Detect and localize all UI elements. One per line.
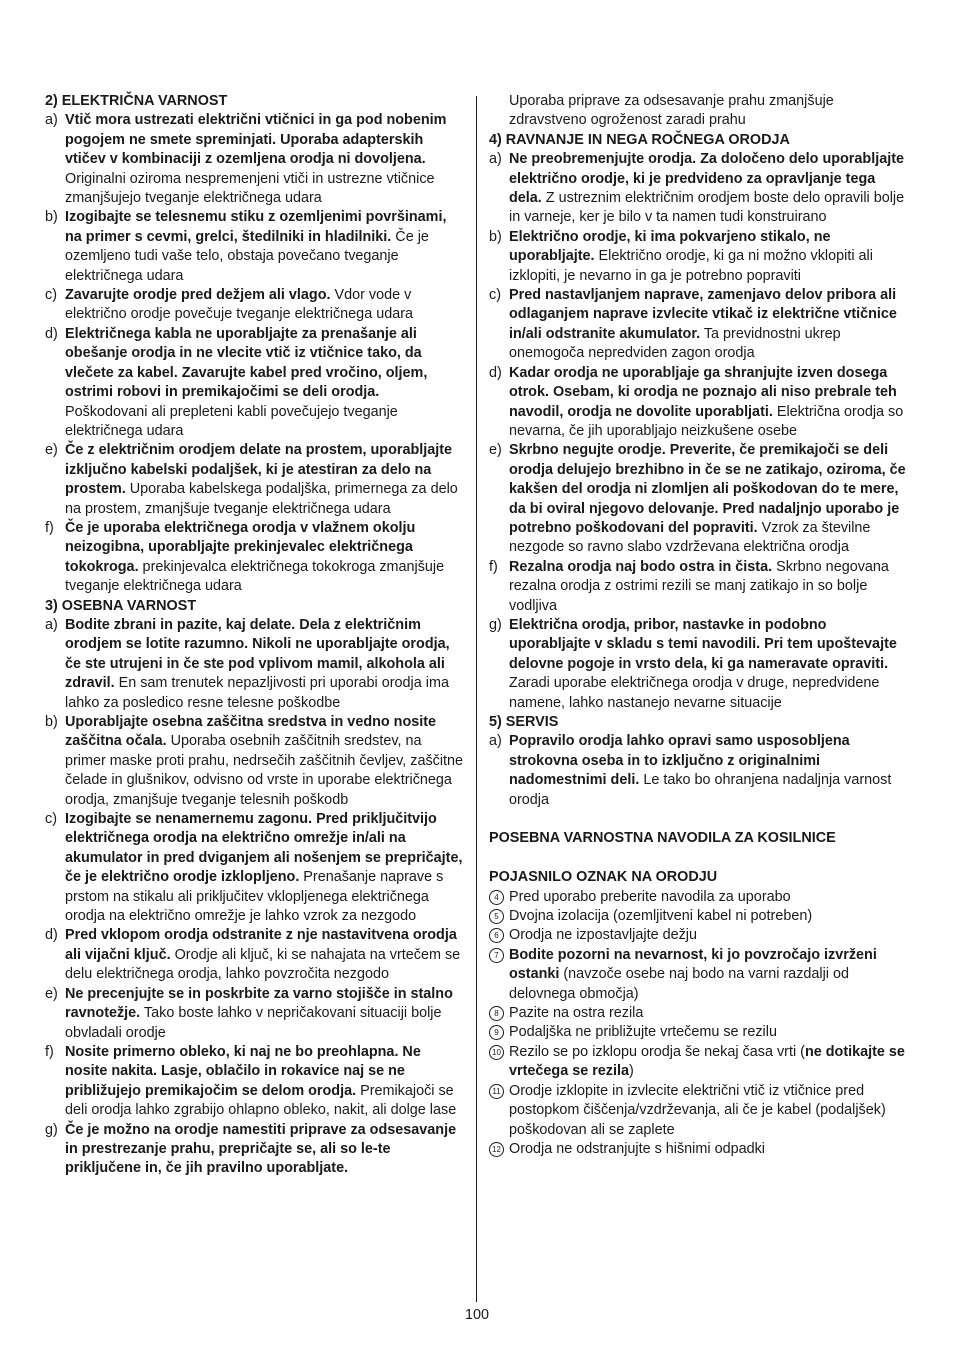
item-text: Vzrok za številne nezgode so ravno slabo vzdrževana električna orodja: [509, 519, 871, 556]
list-item: [489, 441, 909, 557]
symbol-item: [489, 1140, 909, 1159]
item-text: Vdor vode v električno orodje povečuje tveganje električnega udara: [65, 287, 413, 323]
symbol-text: Podaljška ne približujte vrtečemu se rezilu: [509, 1024, 777, 1041]
item-label: f): [45, 1043, 54, 1060]
item-label: d): [45, 325, 58, 342]
symbol-text: Rezilo se po izklopu orodja še nekaj časa vrti (: [509, 1043, 805, 1060]
item-label: a): [489, 733, 502, 750]
symbol-item: [489, 946, 909, 1004]
list-item: [489, 558, 909, 616]
list-item: [45, 1121, 465, 1179]
symbol-text: (navzoče osebe naj bodo na varni razdalji od delovnega območja): [509, 966, 849, 1002]
symbol-number-icon: 6: [489, 928, 504, 943]
symbol-number-icon: 12: [489, 1142, 504, 1157]
item-bold-text: Pred vklopom orodja odstranite z nje nastavitvena orodja ali vijačni ključ.: [65, 927, 457, 963]
section-heading: 5) SERVIS: [489, 714, 559, 730]
item-text: Le tako bo ohranjena nadaljnja varnost orodja: [509, 772, 892, 808]
right-column: [489, 92, 909, 1159]
item-label: d): [489, 364, 502, 381]
item-label: d): [45, 927, 58, 944]
symbol-number-icon: 8: [489, 1006, 504, 1021]
item-text: Originalni oziroma nespremenjeni vtiči in ustrezne vtičnice zmanjšujejo tveganje električnega udara: [65, 170, 435, 207]
section-heading: 3) OSEBNA VARNOST: [45, 597, 197, 614]
item-label: a): [489, 151, 502, 168]
symbol-text-tail: ): [629, 1063, 634, 1080]
symbol-number-icon: 11: [489, 1084, 504, 1099]
item-label: e): [45, 442, 58, 459]
item-bold-text: Ne precenjujte se in poskrbite za varno stojišče in stalno ravnotežje.: [65, 985, 453, 1022]
item-text: Zaradi uporabe električnega orodja v druge, nepredvidene namene, lahko nastanejo nevarne situacije: [509, 675, 880, 711]
item-bold-text: Nosite primerno obleko, ki naj ne bo preohlapna. Ne nosite nakita. Lasje, oblačilo in rokavice naj se ne približujejo premikajočim se delom orodja.: [65, 1043, 421, 1099]
list-item: [45, 616, 465, 713]
item-label: b): [45, 209, 58, 226]
column-divider: [476, 96, 477, 1302]
item-text: prekinjevalca električnega tokokroga zmanjšuje tveganje električnega udara: [65, 558, 445, 595]
item-bold-text: Bodite zbrani in pazite, kaj delate. Dela z električnim orodjem se lotite razumno. Nikoli ne uporabljajte orodja, če ste utrujeni in če ste pod vplivom mamil, alkohola ali zdravil.: [65, 616, 450, 692]
section-heading: 4) RAVNANJE IN NEGA ROČNEGA ORODJA: [489, 131, 790, 148]
list-item: [45, 286, 465, 325]
list-item: [45, 926, 465, 984]
item-label: c): [489, 287, 501, 304]
symbol-bold-text: ne dotikajte se vrtečega se rezila: [509, 1043, 905, 1080]
item-text: Tako boste lahko v nepričakovani situaciji bolje obvladali orodje: [65, 1005, 442, 1041]
item-text: Ta previdnostni ukrep onemogoča nepredviden zagon orodja: [509, 325, 841, 362]
item-text: En sam trenutek nepazljivosti pri uporabi orodja ima lahko za posledico resne telesne poškodbe: [65, 675, 449, 711]
symbol-text: Orodja ne odstranjujte s hišnimi odpadki: [509, 1140, 765, 1157]
item-label: a): [45, 616, 58, 633]
section-heading: POSEBNA VARNOSTNA NAVODILA ZA KOSILNICE: [489, 830, 836, 847]
item-text: Uporaba kabelskega podaljška, primernega za delo na prostem, zmanjšuje tveganje električnega udara: [65, 481, 458, 517]
symbol-item: [489, 1043, 909, 1082]
symbol-item: [489, 888, 909, 907]
item-text: Orodje ali ključ, ki se nahajata na vrtečem se delu električnega orodja, lahko povzročita nezgodo: [65, 946, 461, 983]
item-text: Električna orodja so nevarna, če jih uporabljajo neizkušene osebe: [509, 403, 904, 439]
item-text: Poškodovani ali prepleteni kabli povečujejo tveganje električnega udara: [65, 403, 398, 439]
symbol-item: [489, 1004, 909, 1023]
item-text: Prenašanje naprave s prstom na stikalu ali priključitev vklopljenega električnega orodja na električno omrežje je lahko vzrok za nezgodo: [65, 869, 444, 925]
item-text: Če je ozemljeno tudi vaše telo, obstaja povečano tveganje električnega udara: [65, 228, 429, 284]
item-bold-text: Rezalna orodja naj bodo ostra in čista.: [509, 558, 773, 575]
item-bold-text: Zavarujte orodje pred dežjem ali vlago.: [65, 287, 331, 304]
item-text: Uporaba osebnih zaščitnih sredstev, na primer maske proti prahu, nedrsečih zaščitnih čevljev, zaščitne čelade in glušnikov, odvisno od vrste in uporabe električnega orodja, zmanjšuje tveganje telesnih poškodb: [65, 733, 464, 808]
item-bold-text: Električno orodje, ki ima pokvarjeno stikalo, ne uporabljajte.: [509, 228, 831, 265]
spacer: [489, 849, 909, 868]
item-label: f): [45, 519, 54, 536]
symbol-number-icon: 9: [489, 1025, 504, 1040]
item-label: a): [45, 112, 58, 129]
symbol-number-icon: 7: [489, 948, 504, 963]
symbol-item: [489, 907, 909, 926]
item-text: Premikajoči se deli orodja lahko zgrabijo ohlapno obleko, nakit, ali dolge lase: [65, 1082, 457, 1119]
item-bold-text: Če z električnim orodjem delate na prostem, uporabljajte izključno kabelski podaljšek, ki je atestiran za delo na prostem.: [65, 442, 453, 498]
symbol-number-icon: 10: [489, 1045, 504, 1060]
item-bold-text: Če je uporaba električnega orodja v vlažnem okolju neizogibna, uporabljajte prekinjevalec električnega tokokroga.: [65, 519, 416, 575]
section-heading: 2) ELEKTRIČNA VARNOST: [45, 93, 228, 109]
item-label: g): [489, 616, 502, 633]
spacer: [489, 810, 909, 829]
continued-paragraph: [489, 92, 909, 131]
item-label: e): [45, 985, 58, 1002]
list-item: [45, 1043, 465, 1121]
item-label: b): [489, 228, 502, 245]
list-item: [45, 519, 465, 597]
item-bold-text: Izogibajte se telesnemu stiku z ozemljenimi površinami, na primer s cevmi, grelci, štedilniki in hladilniki.: [65, 209, 447, 245]
symbol-item: [489, 926, 909, 945]
list-item: [45, 325, 465, 441]
symbol-text: Dvojna izolacija (ozemljitveni kabel ni potreben): [509, 908, 813, 925]
list-item: [45, 713, 465, 810]
item-bold-text: Uporabljajte osebna zaščitna sredstva in vedno nosite zaščitna očala.: [65, 714, 437, 750]
symbol-text: Pazite na ostra rezila: [509, 1005, 644, 1022]
list-item: [45, 810, 465, 926]
item-label: c): [45, 287, 57, 304]
list-item: [489, 616, 909, 713]
item-label: f): [489, 558, 498, 575]
page-number: 100: [464, 1307, 489, 1323]
item-label: b): [45, 714, 58, 730]
item-label: e): [489, 442, 502, 459]
item-text: Električno orodje, ki ga ni možno vklopiti ali izklopiti, je nevarno in ga je potrebno popraviti: [509, 248, 873, 284]
item-bold-text: Izogibajte se nenamernemu zagonu. Pred priključitvijo električnega orodja na električno omrežje in/ali na akumulator in pred dviganjem ali nošenjem se prepričajte, če je električno orodje izklopljeno.: [65, 811, 463, 886]
symbol-text: Orodja ne izpostavljajte dežju: [509, 927, 697, 944]
symbol-item: [489, 1082, 909, 1140]
item-bold-text: Električnega kabla ne uporabljajte za prenašanje ali obešanje orodja in ne vlecite vtič iz vtičnice tako, da vlečete za kabel. Zavarujte kabel pred vročino, oljem, ostrimi robovi in premikajočimi se deli orodja.: [65, 325, 428, 401]
item-bold-text: Električna orodja, pribor, nastavke in podobno uporabljajte v skladu s temi navodili. Pri tem upoštevajte delovne pogoje in vrsto dela, ki ga nameravate opraviti.: [509, 616, 897, 672]
paragraph-text: Uporaba priprave za odsesavanje prahu zmanjšuje zdravstveno ogroženost zaradi prahu: [509, 93, 834, 129]
symbol-text: Orodje izklopite in izvlecite električni vtič iz vtičnice pred postopkom čiščenja/vzdrževanja, ali če je kabel (podaljšek) poškodovan ali se zaplete: [509, 1082, 886, 1138]
list-item: [45, 208, 465, 286]
item-bold-text: Ne preobremenjujte orodja. Za določeno delo uporabljajte električno orodje, ki je predvideno za opravljanje tega dela.: [509, 151, 904, 207]
item-bold-text: Popravilo orodja lahko opravi samo usposobljena strokovna oseba in to izključno z originalnimi nadomestnimi deli.: [509, 733, 850, 789]
item-bold-text: Pred nastavljanjem naprave, zamenjavo delov pribora ali odlaganjem naprave izvlecite vtikač iz električne vtičnice in/ali odstranite akumulator.: [509, 287, 897, 342]
item-bold-text: Kadar orodja ne uporabljaje ga shranjujte izven dosega otrok. Osebam, ki orodja ne poznajo ali niso prebrale teh navodil, orodja ne dovolite uporabljati.: [509, 364, 897, 420]
symbol-number-icon: 5: [489, 909, 504, 924]
list-item: [45, 441, 465, 519]
symbol-number-icon: 4: [489, 890, 504, 905]
symbol-item: [489, 1023, 909, 1042]
item-bold-text: Skrbno negujte orodje. Preverite, če premikajoči se deli orodja delujejo brezhibno in če se ne zatikajo, oziroma, če kakšen del orodja ni zlomljen ali poškodovan do te mere, da bi oviral njegovo delovanje. Pred nadaljnjo uporabo je potrebno poškodovani del popraviti.: [509, 442, 906, 536]
list-item: [45, 985, 465, 1043]
item-bold-text: Vtič mora ustrezati električni vtičnici in ga pod nobenim pogojem ne smete spreminjati. Uporaba adapterskih vtičev v kombinaciji z ozemljena orodja ni dovoljena.: [65, 112, 447, 168]
item-bold-text: Če je možno na orodje namestiti priprave za odsesavanje in prestrezanje prahu, prepričajte se, ali so le-te priključene in, če jih pravilno uporabljate.: [65, 1121, 457, 1177]
list-item: [489, 150, 909, 228]
item-text: Z ustreznim električnim orodjem boste delo opravili bolje in varneje, ker je bilo v ta namen tudi konstruirano: [509, 190, 905, 226]
section-heading: POJASNILO OZNAK NA ORODJU: [489, 869, 718, 886]
list-item: [489, 286, 909, 364]
list-item: [489, 228, 909, 286]
list-item: [45, 111, 465, 208]
list-item: [489, 364, 909, 442]
item-text: Skrbno negovana rezalna orodja z ostrimi rezili se manj zatikajo in so bolje vodljiva: [509, 558, 889, 614]
item-label: c): [45, 811, 57, 828]
symbol-bold-text: Bodite pozorni na nevarnost, ki jo povzročajo izvrženi ostanki: [509, 946, 877, 983]
item-label: g): [45, 1121, 58, 1138]
symbol-text: Pred uporabo preberite navodila za uporabo: [509, 888, 791, 905]
left-column: [45, 92, 465, 1179]
list-item: [489, 732, 909, 810]
